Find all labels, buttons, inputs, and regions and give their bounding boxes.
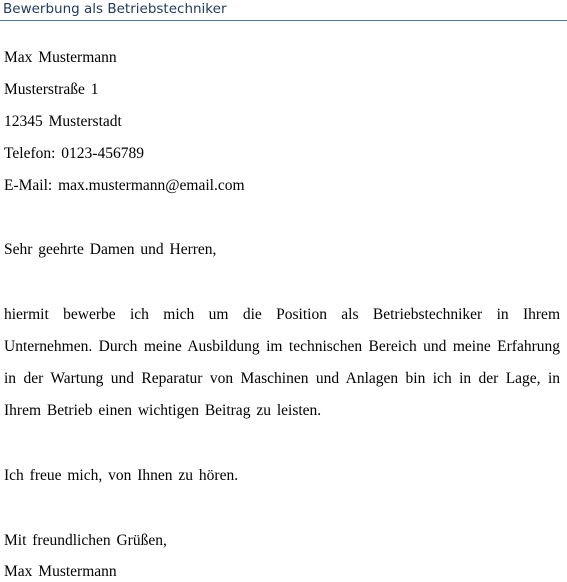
closing: Mit freundlichen Grüßen,: [4, 532, 167, 549]
body-line: in der Wartung und Reparatur von Maschinen und Anlagen bin ich in der Lage, in: [4, 370, 560, 387]
document-header: [0, 0, 567, 22]
sender-email: E-Mail: max.mustermann@email.com: [4, 177, 245, 194]
body-line: hiermit bewerbe ich mich um die Position als Betriebstechniker in Ihrem: [4, 306, 560, 323]
document-title: Bewerbung als Betriebstechniker: [3, 1, 227, 17]
sender-street: Musterstraße 1: [4, 81, 99, 98]
signature: Max Mustermann: [4, 563, 117, 580]
sender-phone: Telefon: 0123-456789: [4, 145, 144, 162]
sender-name: Max Mustermann: [4, 49, 117, 66]
salutation: Sehr geehrte Damen und Herren,: [4, 241, 217, 258]
header-divider: [0, 20, 567, 21]
body-line: Ihrem Betrieb einen wichtigen Beitrag zu leisten.: [4, 402, 322, 419]
closing-sentence: Ich freue mich, von Ihnen zu hören.: [4, 467, 239, 484]
sender-city: 12345 Musterstadt: [4, 113, 122, 130]
body-line: Unternehmen. Durch meine Ausbildung im technischen Bereich und meine Erfahrung: [4, 338, 560, 355]
